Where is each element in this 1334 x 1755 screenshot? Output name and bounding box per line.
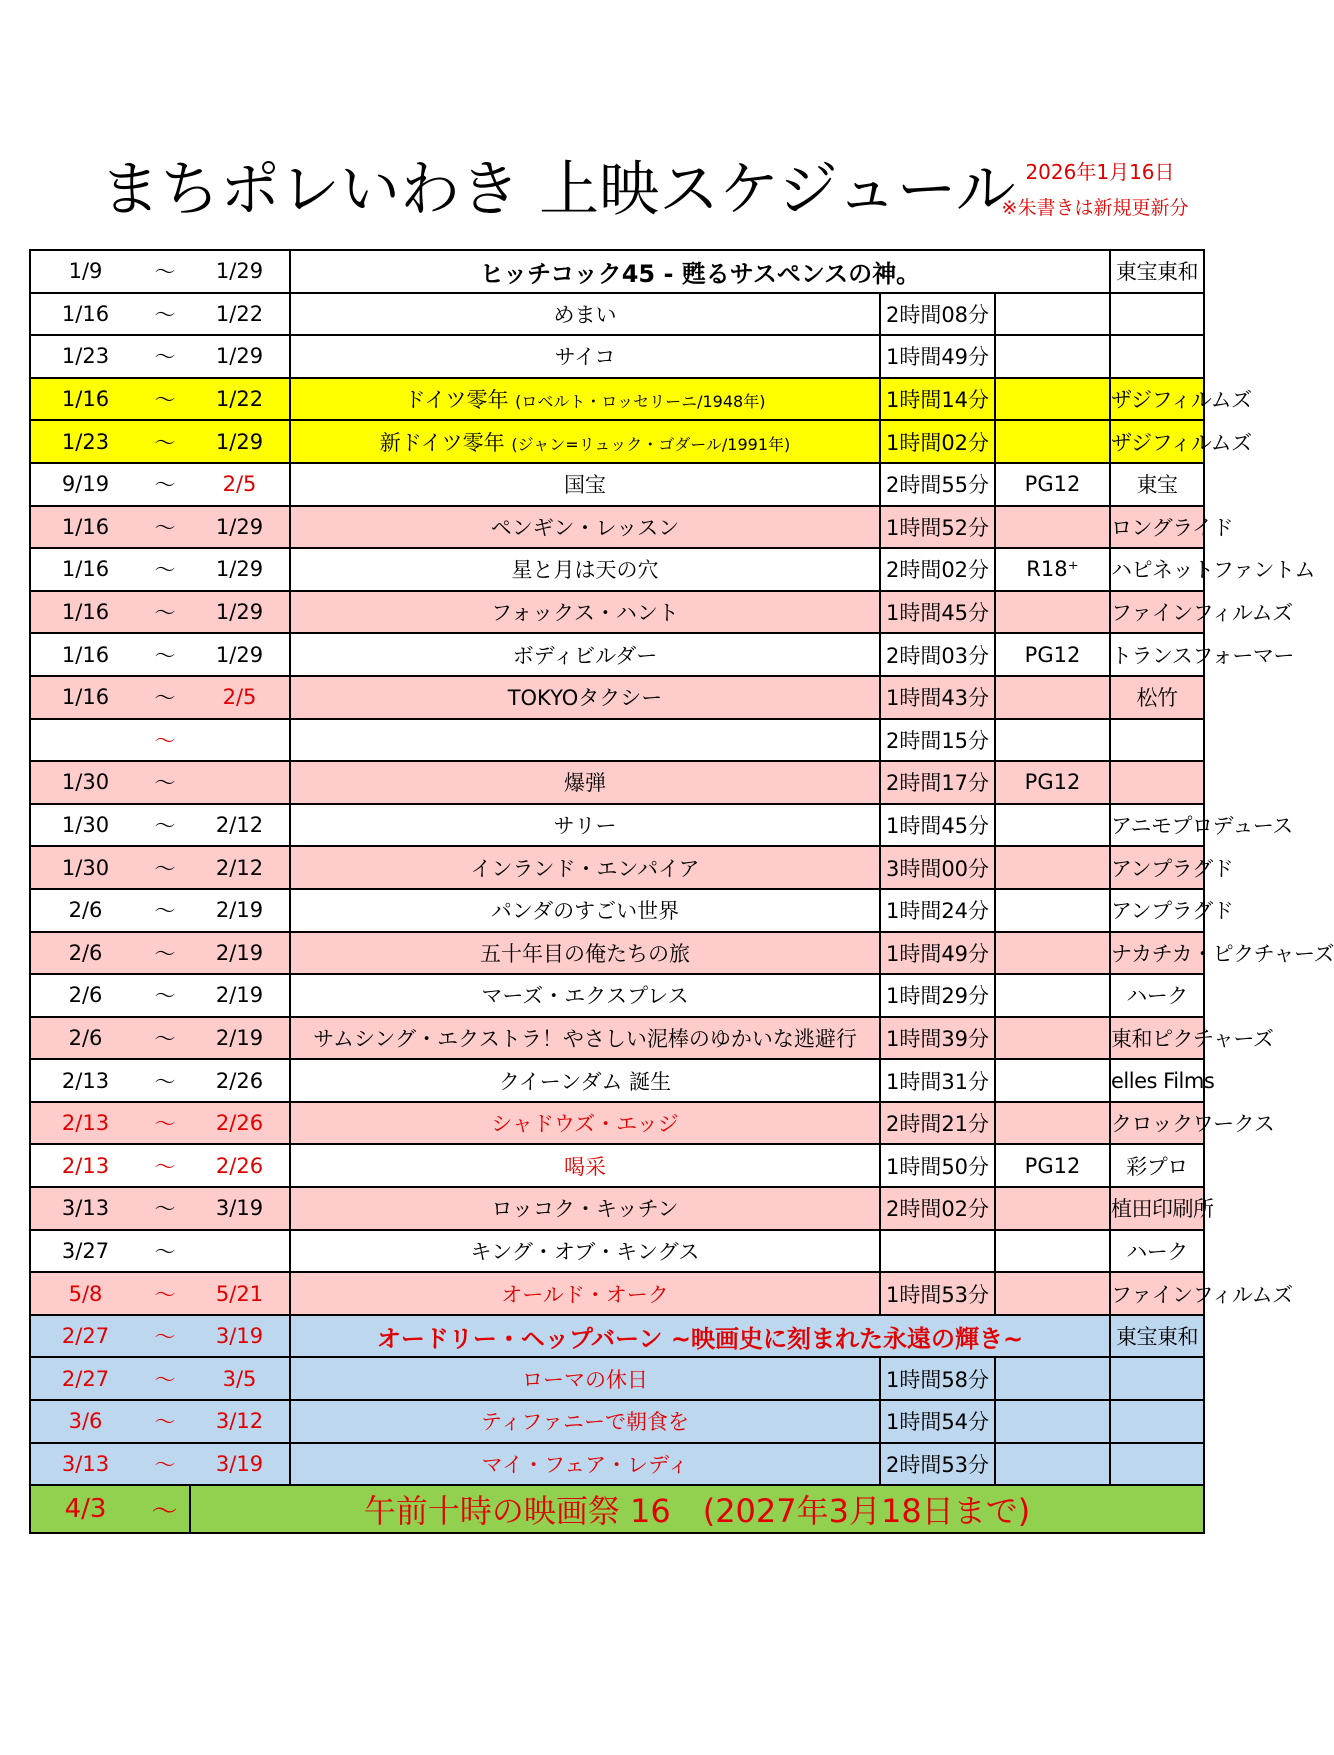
film-title-text: サイコ <box>554 345 616 370</box>
end-date: 2/19 <box>190 932 290 975</box>
runtime: 1時間52分 <box>880 506 995 549</box>
runtime: 1時間39分 <box>880 1017 995 1060</box>
range-tilde: ～ <box>140 889 190 932</box>
film-title-text: TOKYOタクシー <box>507 686 663 711</box>
end-date: 2/12 <box>190 846 290 889</box>
runtime: 1時間45分 <box>880 804 995 847</box>
distributor: ハピネットファントム <box>1110 548 1204 591</box>
runtime: 1時間53分 <box>880 1272 995 1315</box>
start-date: 5/8 <box>30 1272 140 1315</box>
runtime: 1時間29分 <box>880 974 995 1017</box>
end-date: 1/29 <box>190 250 290 293</box>
distributor: ザジフィルムズ <box>1110 378 1204 421</box>
range-tilde: ～ <box>140 506 190 549</box>
end-date: 2/26 <box>190 1059 290 1102</box>
distributor: クロックワークス <box>1110 1102 1204 1145</box>
table-row <box>30 1315 1204 1358</box>
runtime: 2時間53分 <box>880 1443 995 1486</box>
table-row <box>30 335 1204 378</box>
runtime: 1時間02分 <box>880 420 995 463</box>
start-date: 1/23 <box>30 335 140 378</box>
film-title-text: サムシング・エクストラ！やさしい泥棒のゆかいな逃避行 <box>313 1026 857 1051</box>
range-tilde: ～ <box>140 548 190 591</box>
table-row <box>30 463 1204 506</box>
runtime: 2時間21分 <box>880 1102 995 1145</box>
table-row <box>30 1144 1204 1187</box>
distributor <box>1110 761 1204 804</box>
start-date: 1/30 <box>30 804 140 847</box>
end-date: 3/19 <box>190 1315 290 1358</box>
table-row <box>30 1187 1204 1230</box>
end-date: 1/29 <box>190 420 290 463</box>
table-row <box>30 293 1204 336</box>
distributor: アンプラグド <box>1110 846 1204 889</box>
runtime: 2時間02分 <box>880 1187 995 1230</box>
start-date: 1/30 <box>30 846 140 889</box>
film-title-text: サリー <box>553 814 617 839</box>
range-tilde: ～ <box>140 463 190 506</box>
film-title <box>290 1017 880 1060</box>
table-row <box>30 804 1204 847</box>
end-date: 3/19 <box>190 1443 290 1486</box>
film-title <box>290 846 880 889</box>
distributor: 彩プロ <box>1110 1144 1204 1187</box>
table-row <box>30 250 1204 293</box>
end-date: 2/12 <box>190 804 290 847</box>
rating <box>995 846 1110 889</box>
film-title <box>290 633 880 676</box>
film-title <box>290 335 880 378</box>
film-title <box>290 1443 880 1486</box>
rating <box>995 1357 1110 1400</box>
range-tilde: ～ <box>140 335 190 378</box>
film-title <box>290 1357 880 1400</box>
runtime: 1時間45分 <box>880 591 995 634</box>
rating <box>995 378 1110 421</box>
end-date: 2/19 <box>190 889 290 932</box>
film-title-text: キング・オブ・キングス <box>470 1239 700 1264</box>
distributor <box>1110 1400 1204 1443</box>
rating <box>995 974 1110 1017</box>
runtime: 1時間50分 <box>880 1144 995 1187</box>
range-tilde: ～ <box>140 974 190 1017</box>
distributor: ファインフィルムズ <box>1110 1272 1204 1315</box>
film-title-text: ローマの休日 <box>522 1367 648 1392</box>
start-date: 2/27 <box>30 1315 140 1358</box>
end-date: 1/22 <box>190 293 290 336</box>
rating <box>995 676 1110 719</box>
film-title <box>290 1230 880 1273</box>
end-date: 3/19 <box>190 1187 290 1230</box>
end-date: 2/5 <box>190 463 290 506</box>
start-date: 2/13 <box>30 1059 140 1102</box>
runtime: 1時間14分 <box>880 378 995 421</box>
film-title <box>290 719 880 762</box>
film-title <box>290 974 880 1017</box>
rating <box>995 1187 1110 1230</box>
range-tilde: ～ <box>140 293 190 336</box>
film-title-text: ペンギン・レッスン <box>490 515 680 540</box>
range-tilde: ～ <box>140 761 190 804</box>
film-title-text: 喝采 <box>564 1154 606 1179</box>
film-title-text: 爆弾 <box>564 771 606 796</box>
film-title-text: ティファニーで朝食を <box>481 1410 689 1435</box>
film-title-text: 星と月は天の穴 <box>511 558 659 583</box>
start-date: 1/16 <box>30 633 140 676</box>
end-date: 5/21 <box>190 1272 290 1315</box>
film-title <box>290 1272 880 1315</box>
film-title-text: ボディビルダー <box>512 643 658 668</box>
schedule-table <box>29 249 1334 1534</box>
rating <box>995 1400 1110 1443</box>
film-title-text: クイーンダム 誕生 <box>498 1069 672 1094</box>
film-credit: (ロベルト・ロッセリーニ/1948年) <box>515 392 766 412</box>
distributor: アニモプロデュース <box>1110 804 1204 847</box>
range-tilde: ～ <box>140 846 190 889</box>
table-row <box>30 846 1204 889</box>
range-tilde: ～ <box>140 1443 190 1486</box>
runtime <box>880 1230 995 1273</box>
film-title <box>290 506 880 549</box>
table-row <box>30 889 1204 932</box>
range-tilde: ～ <box>140 1272 190 1315</box>
film-title <box>290 591 880 634</box>
end-date <box>190 761 290 804</box>
film-title <box>290 1102 880 1145</box>
film-title-text: 五十年目の俺たちの旅 <box>480 941 690 966</box>
start-date: 2/13 <box>30 1102 140 1145</box>
distributor <box>1110 1357 1204 1400</box>
rating: R18⁺ <box>995 548 1110 591</box>
range-tilde: ～ <box>140 1017 190 1060</box>
film-title <box>290 932 880 975</box>
rating: PG12 <box>995 761 1110 804</box>
runtime: 1時間24分 <box>880 889 995 932</box>
end-date: 3/12 <box>190 1400 290 1443</box>
range-tilde: ～ <box>140 378 190 421</box>
range-tilde: ～ <box>140 719 190 762</box>
film-title <box>290 293 880 336</box>
legend-note: ※朱書きは新規更新分 <box>1001 197 1189 219</box>
range-tilde: ～ <box>140 1400 190 1443</box>
end-date <box>190 1230 290 1273</box>
distributor: ファインフィルムズ <box>1110 591 1204 634</box>
rating <box>995 1230 1110 1273</box>
distributor: elles Films <box>1110 1059 1204 1102</box>
film-title <box>290 1400 880 1443</box>
range-tilde: ～ <box>140 1230 190 1273</box>
start-date: 9/19 <box>30 463 140 506</box>
rating <box>995 719 1110 762</box>
start-date: 3/6 <box>30 1400 140 1443</box>
rating <box>995 889 1110 932</box>
runtime: 2時間08分 <box>880 293 995 336</box>
film-title <box>290 761 880 804</box>
header-info <box>1001 158 1190 222</box>
distributor: ナカチカ・ピクチャーズ <box>1110 932 1204 975</box>
start-date: 1/16 <box>30 293 140 336</box>
range-tilde: ～ <box>140 591 190 634</box>
table-row <box>30 1230 1204 1273</box>
range-tilde: ～ <box>140 1059 190 1102</box>
end-date: 2/26 <box>190 1102 290 1145</box>
table-row <box>30 974 1204 1017</box>
start-date: 2/6 <box>30 1017 140 1060</box>
table-row <box>30 761 1204 804</box>
runtime: 1時間58分 <box>880 1357 995 1400</box>
start-date: 2/6 <box>30 889 140 932</box>
distributor: 東和ピクチャーズ <box>1110 1017 1204 1060</box>
table-row <box>30 1017 1204 1060</box>
distributor: ザジフィルムズ <box>1110 420 1204 463</box>
end-date: 3/5 <box>190 1357 290 1400</box>
runtime: 1時間49分 <box>880 932 995 975</box>
film-title-text: 国宝 <box>564 473 606 498</box>
film-title <box>290 378 880 421</box>
range-tilde: ～ <box>140 804 190 847</box>
distributor <box>1110 719 1204 762</box>
film-title-text: マイ・フェア・レディ <box>481 1452 689 1477</box>
table-row <box>30 1059 1204 1102</box>
start-date: 4/3 <box>30 1485 140 1533</box>
film-title-text: マーズ・エクスプレス <box>481 984 689 1009</box>
distributor: 東宝東和 <box>1110 1315 1204 1358</box>
start-date: 2/6 <box>30 974 140 1017</box>
end-date <box>190 719 290 762</box>
start-date: 1/16 <box>30 548 140 591</box>
film-title-text: シャドウズ・エッジ <box>491 1112 679 1137</box>
range-tilde: ～ <box>140 250 190 293</box>
table-row <box>30 1443 1204 1486</box>
runtime: 2時間02分 <box>880 548 995 591</box>
distributor: ハーク <box>1110 1230 1204 1273</box>
distributor: アンプラグド <box>1110 889 1204 932</box>
table-row <box>30 719 1204 762</box>
runtime: 2時間03分 <box>880 633 995 676</box>
range-tilde: ～ <box>140 1357 190 1400</box>
runtime: 2時間55分 <box>880 463 995 506</box>
film-title <box>290 420 880 463</box>
end-date: 1/29 <box>190 591 290 634</box>
end-date: 1/22 <box>190 378 290 421</box>
start-date: 1/16 <box>30 506 140 549</box>
range-tilde: ～ <box>140 1315 190 1358</box>
film-title-text: インランド・エンパイア <box>470 856 700 881</box>
program-title: ヒッチコック45 - 甦るサスペンスの神。 <box>290 250 1110 293</box>
range-tilde: ～ <box>140 932 190 975</box>
film-title <box>290 548 880 591</box>
film-title-text: ドイツ零年 <box>404 388 509 413</box>
start-date: 1/16 <box>30 591 140 634</box>
table-row <box>30 1357 1204 1400</box>
range-tilde: ～ <box>140 633 190 676</box>
start-date: 1/16 <box>30 676 140 719</box>
end-date: 1/29 <box>190 548 290 591</box>
table-row <box>30 633 1204 676</box>
start-date: 1/30 <box>30 761 140 804</box>
distributor: 松竹 <box>1110 676 1204 719</box>
rating <box>995 591 1110 634</box>
runtime: 1時間31分 <box>880 1059 995 1102</box>
start-date: 3/27 <box>30 1230 140 1273</box>
end-date: 2/19 <box>190 974 290 1017</box>
film-title <box>290 1187 880 1230</box>
end-date: 1/29 <box>190 633 290 676</box>
range-tilde: ～ <box>140 420 190 463</box>
distributor: トランスフォーマー <box>1110 633 1204 676</box>
end-date: 1/29 <box>190 506 290 549</box>
table-row <box>30 1400 1204 1443</box>
runtime: 1時間43分 <box>880 676 995 719</box>
start-date: 3/13 <box>30 1443 140 1486</box>
rating: PG12 <box>995 463 1110 506</box>
start-date: 2/13 <box>30 1144 140 1187</box>
end-date: 2/26 <box>190 1144 290 1187</box>
rating: PG12 <box>995 633 1110 676</box>
table-row <box>30 1272 1204 1315</box>
table-row <box>30 548 1204 591</box>
distributor: ロングライド <box>1110 506 1204 549</box>
range-tilde: ～ <box>140 1485 190 1533</box>
distributor: 東宝 <box>1110 463 1204 506</box>
film-title <box>290 1144 880 1187</box>
film-title-text: 新ドイツ零年 <box>379 430 505 455</box>
rating <box>995 1102 1110 1145</box>
schedule-body <box>30 250 1334 1533</box>
rating: PG12 <box>995 1144 1110 1187</box>
table-row <box>30 420 1204 463</box>
table-row <box>30 932 1204 975</box>
start-date: 1/23 <box>30 420 140 463</box>
distributor <box>1110 1443 1204 1486</box>
start-date: 3/13 <box>30 1187 140 1230</box>
end-date: 2/5 <box>190 676 290 719</box>
start-date: 2/27 <box>30 1357 140 1400</box>
film-title-text: めまい <box>553 302 617 327</box>
range-tilde: ～ <box>140 1102 190 1145</box>
rating <box>995 506 1110 549</box>
film-title-text: フォックス・ハント <box>491 601 679 626</box>
table-row <box>30 378 1204 421</box>
runtime: 3時間00分 <box>880 846 995 889</box>
rating <box>995 293 1110 336</box>
film-title <box>290 676 880 719</box>
start-date: 1/16 <box>30 378 140 421</box>
festival-title: 午前十時の映画祭 16 (2027年3月18日まで) <box>190 1485 1204 1533</box>
distributor: 植田印刷所 <box>1110 1187 1204 1230</box>
distributor <box>1110 293 1204 336</box>
film-title <box>290 463 880 506</box>
rating <box>995 804 1110 847</box>
page-title: まちポレいわき 上映スケジュール <box>100 155 1016 225</box>
start-date: 2/6 <box>30 932 140 975</box>
range-tilde: ～ <box>140 1187 190 1230</box>
rating <box>995 1443 1110 1486</box>
film-title <box>290 804 880 847</box>
end-date: 2/19 <box>190 1017 290 1060</box>
table-row <box>30 1485 1204 1533</box>
issue-date: 2026年1月16日 <box>1025 160 1175 184</box>
rating <box>995 1272 1110 1315</box>
rating <box>995 335 1110 378</box>
table-row <box>30 1102 1204 1145</box>
runtime: 1時間49分 <box>880 335 995 378</box>
start-date: 1/9 <box>30 250 140 293</box>
film-title-text: オールド・オーク <box>501 1282 669 1307</box>
distributor <box>1110 335 1204 378</box>
rating <box>995 932 1110 975</box>
runtime: 1時間54分 <box>880 1400 995 1443</box>
program-title: オードリー・ヘップバーン ~映画史に刻まれた永遠の輝き~ <box>290 1315 1110 1358</box>
table-row <box>30 591 1204 634</box>
film-title <box>290 889 880 932</box>
end-date: 1/29 <box>190 335 290 378</box>
table-row <box>30 676 1204 719</box>
film-credit: (ジャン=リュック・ゴダール/1991年) <box>511 434 791 454</box>
film-title-text: パンダのすごい世界 <box>490 899 680 924</box>
rating <box>995 1059 1110 1102</box>
film-title <box>290 1059 880 1102</box>
distributor: 東宝東和 <box>1110 250 1204 293</box>
table-row <box>30 506 1204 549</box>
rating <box>995 420 1110 463</box>
rating <box>995 1017 1110 1060</box>
range-tilde: ～ <box>140 1144 190 1187</box>
runtime: 2時間17分 <box>880 761 995 804</box>
start-date <box>30 719 140 762</box>
film-title-text: ロッコク・キッチン <box>491 1197 679 1222</box>
runtime: 2時間15分 <box>880 719 995 762</box>
range-tilde: ～ <box>140 676 190 719</box>
distributor: ハーク <box>1110 974 1204 1017</box>
